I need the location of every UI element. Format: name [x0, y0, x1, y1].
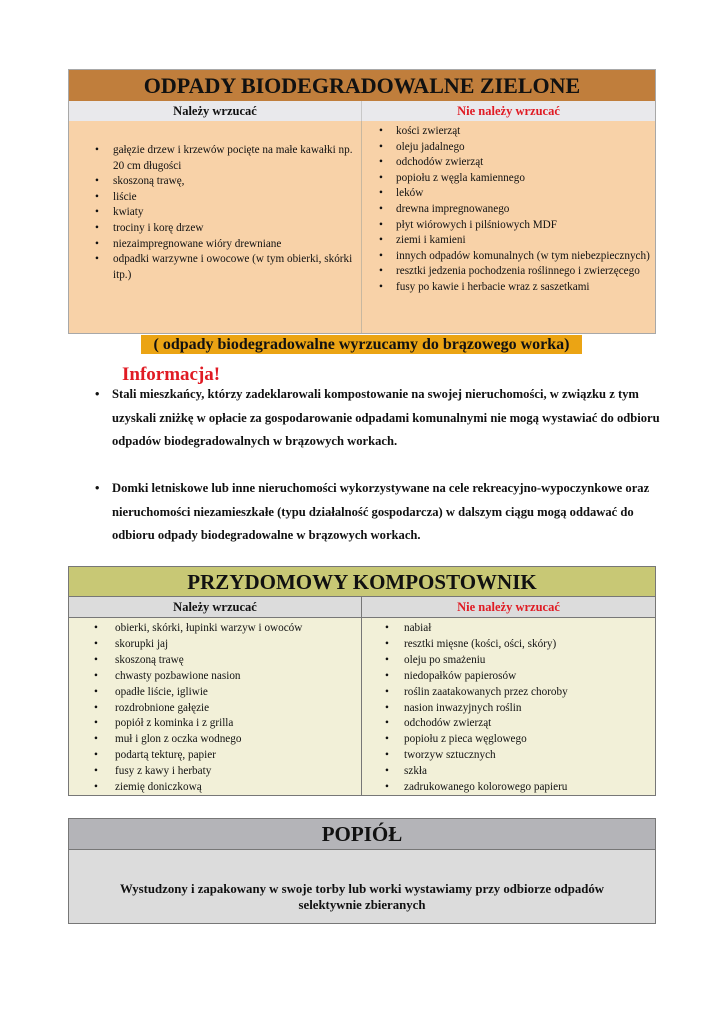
compost-header-row — [69, 597, 655, 618]
information-item — [95, 477, 665, 548]
list-item: • nasion inwazyjnych roślin — [362, 701, 655, 717]
biodegradable-body-row — [69, 121, 655, 333]
list-item: • popiół z kominka i z grilla — [69, 716, 361, 732]
list-item: • podartą tekturę, papier — [69, 748, 361, 764]
list-item: • chwasty pozbawione nasion — [69, 669, 361, 685]
list-item: • muł i glon z oczka wodnego — [69, 732, 361, 748]
list-item: • odchodów zwierząt — [362, 716, 655, 732]
list-item: • innych odpadów komunalnych (w tym niebezpiecznych) — [362, 249, 655, 265]
forbidden-header: Nie należy wrzucać — [457, 104, 560, 118]
list-item: • leków — [362, 186, 655, 202]
list-item: • roślin zaatakowanych przez choroby — [362, 685, 655, 701]
list-item: • popiołu z pieca węglowego — [362, 732, 655, 748]
list-item: • skoszoną trawę — [69, 653, 361, 669]
list-item: • nabiał — [362, 621, 655, 637]
list-item: • liście — [69, 190, 361, 206]
allowed-header: Należy wrzucać — [69, 597, 362, 617]
allowed-list — [69, 618, 361, 796]
list-item: • niedopałków papierosów — [362, 669, 655, 685]
allowed-header: Należy wrzucać — [69, 101, 362, 121]
list-item: • ziemię doniczkową — [69, 780, 361, 796]
ash-box — [68, 818, 656, 924]
list-item: • resztki jedzenia pochodzenia roślinnego i zwierzęcego — [362, 264, 655, 280]
forbidden-column — [362, 121, 655, 333]
list-item: • popiołu z węgla kamiennego — [362, 171, 655, 187]
list-item: • skorupki jaj — [69, 637, 361, 653]
list-item: • fusy po kawie i herbacie wraz z saszetkami — [362, 280, 655, 296]
list-item: • odchodów zwierząt — [362, 155, 655, 171]
information-item — [95, 383, 665, 454]
allowed-column — [69, 121, 362, 333]
list-item: • drewna impregnowanego — [362, 202, 655, 218]
list-item: • szkła — [362, 764, 655, 780]
bullet-icon: • — [95, 481, 100, 495]
forbidden-header: Nie należy wrzucać — [457, 600, 560, 614]
list-item: • skoszoną trawę, — [69, 174, 361, 190]
compost-body-row — [69, 618, 655, 795]
list-item: • tworzyw sztucznych — [362, 748, 655, 764]
list-item: • niezaimpregnowane wióry drewniane — [69, 237, 361, 253]
list-item: • gałęzie drzew i krzewów pocięte na małe kawałki np. 20 cm długości — [69, 143, 361, 174]
bullet-icon: • — [95, 387, 100, 401]
information-text: Stali mieszkańcy, którzy zadeklarowali kompostowanie na swojej nieruchomości, w związku z tym uzyskali zniżkę w opłacie za gospodarowanie odpadami komunalnymi nie mogą wystawiać do odbioru odpadów biodegradowalnych w brązowych workach. — [112, 387, 660, 448]
allowed-column — [69, 618, 362, 795]
list-item: • kwiaty — [69, 205, 361, 221]
ash-text: Wystudzony i zapakowany w swoje torby lub worki wystawiamy przy odbiorze odpadów selektywnie zbieranych — [69, 850, 655, 923]
biodegradable-title: ODPADY BIODEGRADOWALNE ZIELONE — [69, 70, 655, 101]
list-item: • odpadki warzywne i owocowe (w tym obierki, skórki itp.) — [69, 252, 361, 283]
list-item: • rozdrobnione gałęzie — [69, 701, 361, 717]
list-item: • opadłe liście, igliwie — [69, 685, 361, 701]
compost-table — [68, 566, 656, 796]
brown-bag-banner: ( odpady biodegradowalne wyrzucamy do brązowego worka) — [141, 335, 582, 354]
forbidden-list — [362, 121, 655, 296]
compost-title: PRZYDOMOWY KOMPOSTOWNIK — [69, 567, 655, 597]
list-item: • resztki mięsne (kości, ości, skóry) — [362, 637, 655, 653]
list-item: • oleju jadalnego — [362, 140, 655, 156]
list-item: • oleju po smażeniu — [362, 653, 655, 669]
information-title: Informacja! — [122, 364, 221, 385]
list-item: • płyt wiórowych i pilśniowych MDF — [362, 218, 655, 234]
list-item: • fusy z kawy i herbaty — [69, 764, 361, 780]
list-item: • zadrukowanego kolorowego papieru — [362, 780, 655, 796]
allowed-list — [69, 121, 361, 283]
forbidden-list — [362, 618, 655, 796]
list-item: • obierki, skórki, łupinki warzyw i owoców — [69, 621, 361, 637]
list-item: • ziemi i kamieni — [362, 233, 655, 249]
list-item: • kości zwierząt — [362, 124, 655, 140]
information-text: Domki letniskowe lub inne nieruchomości wykorzystywane na cele rekreacyjno-wypoczynkowe oraz nieruchomości niezamieszkałe (typu działalność gospodarcza) w dalszym ciągu mogą oddawać do odbioru odpady biodegradowalne w brązowych workach. — [112, 481, 650, 542]
biodegradable-table — [68, 69, 656, 334]
forbidden-column — [362, 618, 655, 795]
ash-title: POPIÓŁ — [69, 819, 655, 850]
biodegradable-header-row — [69, 101, 655, 121]
list-item: • trociny i korę drzew — [69, 221, 361, 237]
